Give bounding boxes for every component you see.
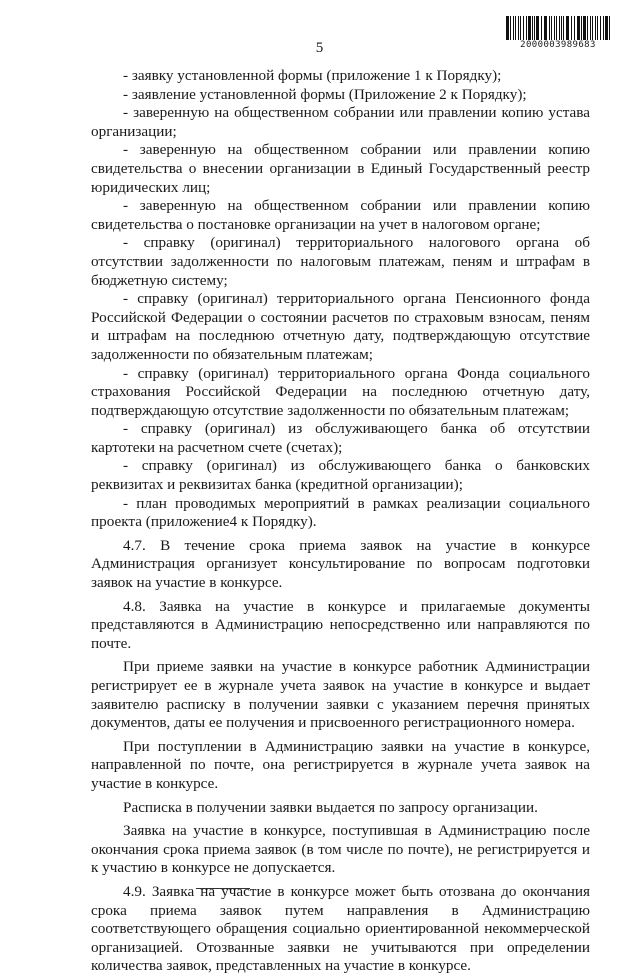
- barcode-digits: 2000003989683: [520, 40, 596, 50]
- paragraph: Заявка на участие в конкурсе, поступившая в Администрацию после окончания срока приема заявок (в том числе по почте), не регистрируется и к участию в конкурсе не допускается.: [91, 822, 590, 877]
- list-item: - справку (оригинал) территориального налогового органа об отсутствии задолженности по налоговым платежам, пеням и штрафам в бюджетную систему;: [91, 234, 590, 289]
- paragraph: При приеме заявки на участие в конкурсе работник Администрации регистрирует ее в журнале учета заявок на участие в конкурсе и выдает заявителю расписку в получении заявки с указанием перечня принятых документов, даты ее получения и присвоенного регистрационного номера.: [91, 658, 590, 732]
- footnote-divider: [196, 888, 250, 889]
- list-item: - заявку установленной формы (приложение 1 к Порядку);: [123, 67, 502, 84]
- page-number: 5: [315, 40, 324, 56]
- clause-4-7: 4.7. В течение срока приема заявок на участие в конкурсе Администрация организует консультирование по вопросам подготовки заявок на участие в конкурсе.: [91, 536, 590, 592]
- list-item: - план проводимых мероприятий в рамках реализации социального проекта (приложение4 к Порядку).: [91, 494, 590, 531]
- list-item: - справку (оригинал) территориального органа Фонда социального страхования Российской Федерации на последнюю отчетную дату, подтверждающую отсутствие задолженности по обязательным платежам;: [91, 364, 590, 419]
- list-item: - справку (оригинал) из обслуживающего банка о банковских реквизитах и реквизитах банка (кредитной организации);: [91, 457, 590, 494]
- list-item: - заверенную на общественном собрании или правлении копию устава организации;: [91, 104, 590, 140]
- paragraph: При поступлении в Администрацию заявки на участие в конкурсе, направленной по почте, она регистрируется в журнале учета заявок на участие в конкурсе.: [91, 737, 590, 792]
- clause-4-9: 4.9. Заявка на участие в конкурсе может быть отозвана до окончания срока приема заявок путем направления в Администрацию соответствующего обращения социально ориентированной некоммерческой организацией. Отозванные заявки не учитываются при определении количества заявок, представленных на участие в конкурсе.: [91, 882, 590, 975]
- list-item: - заявление установленной формы (Приложение 2 к Порядку);: [123, 85, 527, 103]
- list-item: - заверенную на общественном собрании или правлении копию свидетельства о постановке организации на учет в налоговом органе;: [91, 197, 590, 233]
- list-item: - справку (оригинал) территориального органа Пенсионного фонда Российской Федерации о состоянии расчетов по страховым взносам, пеням и штрафам на последнюю отчетную дату, подтверждающую отсутствие задолженности по обязательным платежам;: [91, 290, 590, 363]
- barcode-bars: [505, 16, 611, 40]
- list-item: - заверенную на общественном собрании или правлении копию свидетельства о внесении организации в Единый Государственный реестр юридических лиц;: [91, 141, 590, 196]
- list-item: - справку (оригинал) из обслуживающего банка об отсутствии картотеки на расчетном счете (счетах);: [91, 420, 590, 456]
- paragraph: Расписка в получении заявки выдается по запросу организации.: [123, 798, 538, 816]
- document-body: [91, 67, 590, 976]
- clause-4-8: 4.8. Заявка на участие в конкурсе и прилагаемые документы представляются в Администрацию непосредственно или направляются по почте.: [91, 597, 590, 652]
